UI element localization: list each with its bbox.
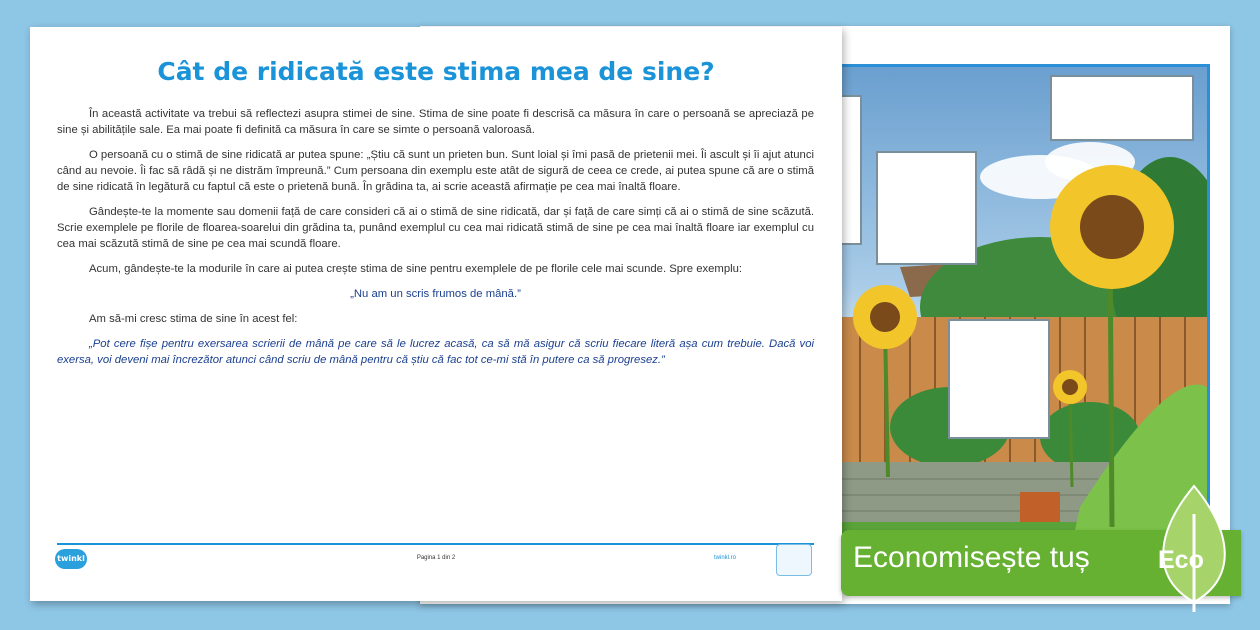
- increase-quote: „Pot cere fișe pentru exersarea scrierii de mână pe care să le lucrez acasă, ca să mă asigur că scriu fiecare literă așa cum trebuie. Dacă voi exersa, voi deveni mai încrezător atunci când scriu de mână pentru că știu că fac tot ce-mi stă în putere ca să progresez.”: [57, 338, 814, 366]
- eco-save-ink-label: Economisește tuș: [853, 541, 1090, 574]
- increase-intro: Am să-mi cresc stima de sine în acest fel:: [89, 313, 298, 325]
- intro-paragraph: În această activitate va trebui să reflectezi asupra stimei de sine. Stima de sine poate fi descrisă ca măsura în care o persoană se apreciază pe sine și abilitățile sale. Ea mai poate fi definită ca măsura în care se simte o persoană valoroasă.: [57, 108, 814, 136]
- footer-site-link[interactable]: twinkl.ro: [714, 555, 737, 561]
- footer-divider: [57, 543, 814, 545]
- document-title: Cât de ridicată este stima mea de sine?: [157, 57, 715, 86]
- document-body: [57, 106, 814, 377]
- now-think-paragraph: Acum, gândește-te la modurile în care ai putea crește stima de sine pentru exemplele de pe florile cele mai scunde. Spre exemplu:: [89, 263, 743, 275]
- twinkl-logo: twinkl: [55, 549, 87, 569]
- answer-box-3[interactable]: [1050, 75, 1194, 141]
- eco-leaf-label: Eco: [1158, 546, 1204, 574]
- worksheet-page-1: [30, 27, 842, 601]
- tall-sunflower: [1050, 165, 1174, 289]
- answer-box-4[interactable]: [948, 319, 1050, 439]
- example-quote: „Nu am un scris frumos de mână.”: [350, 288, 521, 300]
- instruction-paragraph: Gândește-te la momente sau domenii față de care consideri că ai o stimă de sine ridicată, dar și față de care simți că ai o stimă de sine scăzută. Scrie exemplele pe florile de floarea-soarelui din grădina ta, punând exemplul cu cea mai ridicată stimă de sine pe cea mai înaltă floare iar exemplul cu cea mai scăzută stimă de sine pe cea mai scundă floare.: [57, 206, 814, 250]
- page-number: Pagina 1 din 2: [416, 555, 456, 561]
- answer-box-2[interactable]: [876, 151, 977, 265]
- footer-badge-icon: [776, 544, 812, 576]
- example-paragraph: O persoană cu o stimă de sine ridicată ar putea spune: „Știu că sunt un prieten bun. Sunt loial și îmi pasă de prietenii mei. Îi ascult și îi ajut atunci când au nevoie. Îi fac să râdă și ne distrăm împreună.” Cum persoana din exemplu este atât de sigură de ceea ce crede, ai putea spune că are o stimă de sine ridicată în legătură cu faptul că este o prietenă bună. În grădina ta, ai scrie această afirmație pe cea mai înaltă floare.: [57, 149, 814, 193]
